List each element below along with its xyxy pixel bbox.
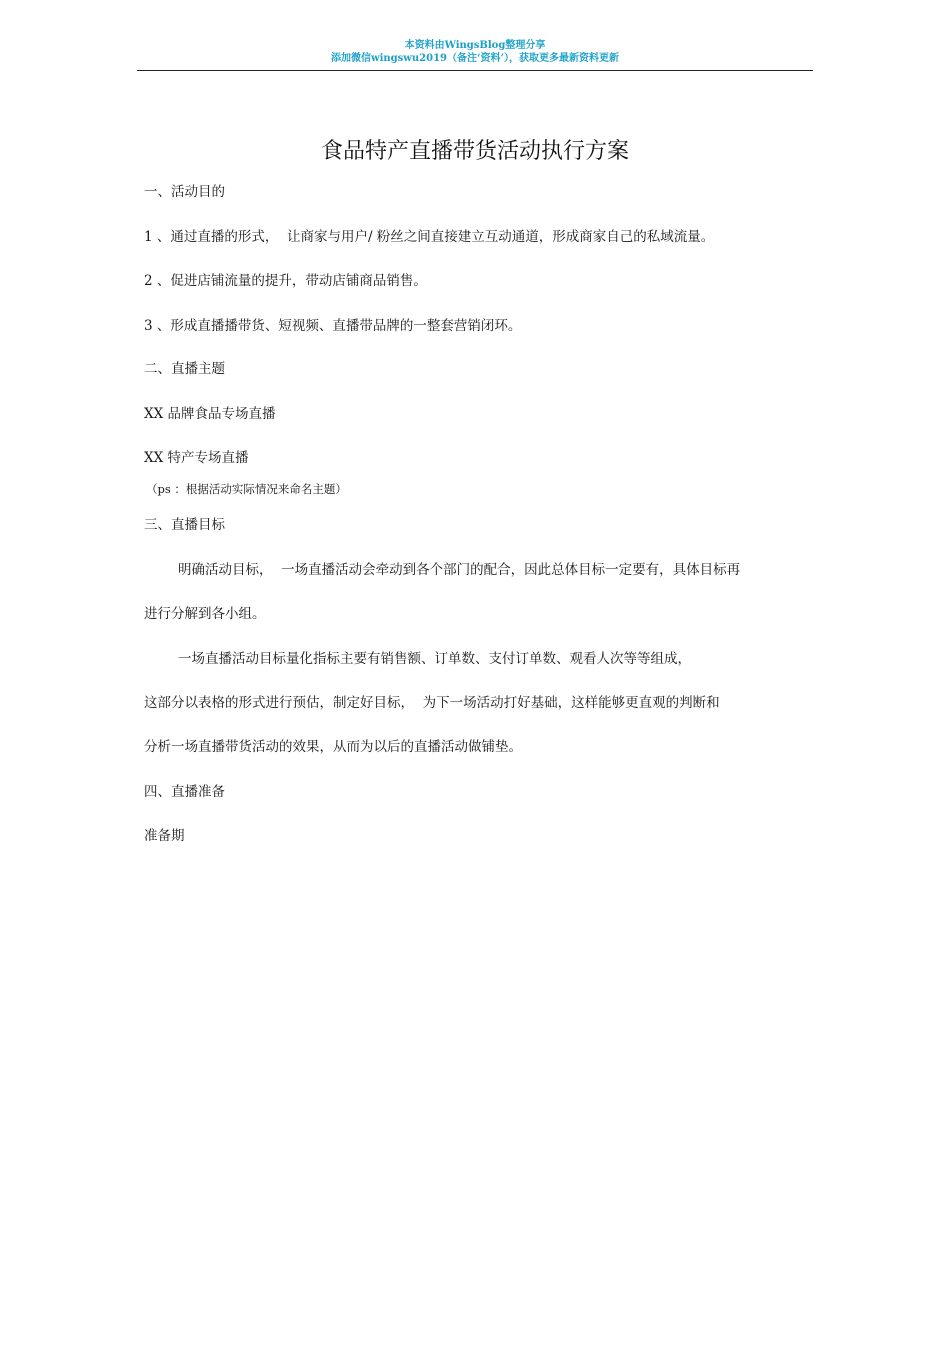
header-line-1: 本资料由WingsBlog整理分享 [404, 40, 546, 51]
section-3-heading: 三、直播目标 [144, 517, 225, 533]
section-2-heading: 二、直播主题 [144, 361, 225, 377]
section-3-paragraph-2-line-2: 这部分以表格的形式进行预估，制定好目标， 为下一场活动打好基础，这样能够更直观的判断和 [144, 695, 720, 711]
section-1-item-2: 2 、促进店铺流量的提升，带动店铺商品销售。 [144, 273, 427, 289]
section-2-note: （ps ：根据活动实际情况来命名主题） [146, 482, 347, 496]
section-2-theme-2: XX 特产专场直播 [144, 450, 249, 466]
document-title: 食品特产直播带货活动执行方案 [320, 139, 629, 164]
section-1-item-3: 3 、形成直播播带货、短视频、直播带品牌的一整套营销闭环。 [144, 318, 522, 334]
section-3-paragraph-2-line-3: 分析一场直播带货活动的效果，从而为以后的直播活动做铺垫。 [144, 739, 522, 755]
section-4-heading: 四、直播准备 [144, 784, 225, 800]
section-3-paragraph-2-line-1: 一场直播活动目标量化指标主要有销售额、订单数、支付订单数、观看人次等等组成， [178, 651, 691, 667]
header-line-2: 添加微信wingswu2019（备注‘资料’），获取更多最新资料更新 [331, 53, 619, 64]
section-1-heading: 一、活动目的 [144, 184, 225, 200]
header-divider [137, 70, 813, 71]
section-2-theme-1: XX 品牌食品专场直播 [144, 406, 276, 422]
section-4-subheading: 准备期 [144, 828, 185, 844]
section-3-paragraph-1-line-2: 进行分解到各小组。 [144, 606, 266, 622]
section-3-paragraph-1-line-1: 明确活动目标， 一场直播活动会牵动到各个部门的配合，因此总体目标一定要有，具体目标再 [178, 562, 741, 578]
section-1-item-1: 1 、通过直播的形式， 让商家与用户/ 粉丝之间直接建立互动通道，形成商家自己的私域流量。 [144, 229, 715, 245]
